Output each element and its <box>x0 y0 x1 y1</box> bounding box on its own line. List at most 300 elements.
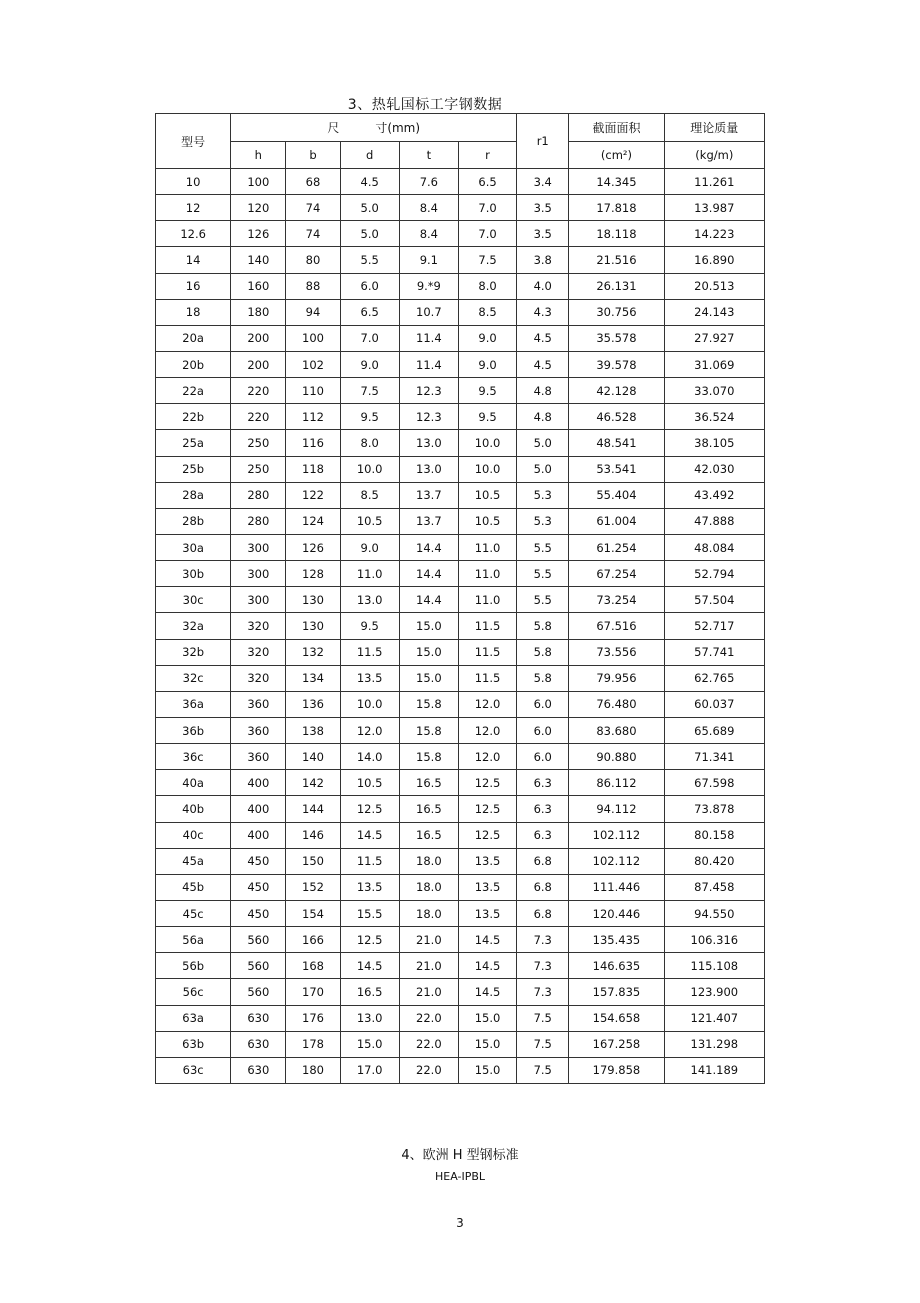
cell-d: 12.5 <box>340 796 399 822</box>
cell-b: 138 <box>286 717 340 743</box>
cell-r1: 6.0 <box>517 744 569 770</box>
cell-h: 360 <box>231 691 286 717</box>
cell-t: 15.8 <box>399 717 458 743</box>
cell-r1: 3.8 <box>517 247 569 273</box>
cell-r: 7.0 <box>458 195 516 221</box>
cell-mass: 33.070 <box>664 378 764 404</box>
cell-h: 400 <box>231 796 286 822</box>
cell-b: 146 <box>286 822 340 848</box>
table-row <box>156 979 765 1005</box>
table-row <box>156 378 765 404</box>
cell-h: 400 <box>231 822 286 848</box>
table-header-row <box>156 114 765 142</box>
cell-t: 15.8 <box>399 691 458 717</box>
table-row <box>156 874 765 900</box>
cell-d: 13.5 <box>340 665 399 691</box>
cell-r: 9.5 <box>458 378 516 404</box>
table-row <box>156 273 765 299</box>
cell-t: 15.0 <box>399 665 458 691</box>
table-row <box>156 508 765 534</box>
cell-r: 9.5 <box>458 404 516 430</box>
table-row <box>156 848 765 874</box>
cell-t: 16.5 <box>399 822 458 848</box>
cell-r: 15.0 <box>458 1057 516 1083</box>
cell-r: 9.0 <box>458 351 516 377</box>
table-row <box>156 665 765 691</box>
cell-model: 63c <box>156 1057 231 1083</box>
cell-h: 360 <box>231 717 286 743</box>
cell-r: 12.5 <box>458 822 516 848</box>
cell-r: 11.0 <box>458 534 516 560</box>
cell-b: 150 <box>286 848 340 874</box>
table-subheader-row <box>156 142 765 169</box>
cell-t: 13.0 <box>399 456 458 482</box>
cell-mass: 67.598 <box>664 770 764 796</box>
cell-b: 142 <box>286 770 340 796</box>
header-mass-unit: (kg/m) <box>664 142 764 169</box>
cell-b: 102 <box>286 351 340 377</box>
cell-mass: 115.108 <box>664 953 764 979</box>
cell-mass: 94.550 <box>664 900 764 926</box>
cell-h: 280 <box>231 482 286 508</box>
cell-r: 11.5 <box>458 613 516 639</box>
table-row <box>156 456 765 482</box>
table-body <box>156 169 765 1084</box>
cell-model: 30a <box>156 534 231 560</box>
cell-r: 8.0 <box>458 273 516 299</box>
cell-b: 176 <box>286 1005 340 1031</box>
cell-r: 11.0 <box>458 561 516 587</box>
table-row <box>156 169 765 195</box>
cell-r: 6.5 <box>458 169 516 195</box>
cell-t: 14.4 <box>399 561 458 587</box>
cell-mass: 71.341 <box>664 744 764 770</box>
cell-b: 154 <box>286 900 340 926</box>
cell-model: 28a <box>156 482 231 508</box>
cell-d: 11.5 <box>340 848 399 874</box>
cell-area: 120.446 <box>569 900 664 926</box>
cell-t: 10.7 <box>399 299 458 325</box>
cell-area: 86.112 <box>569 770 664 796</box>
cell-mass: 13.987 <box>664 195 764 221</box>
cell-d: 6.5 <box>340 299 399 325</box>
cell-h: 200 <box>231 351 286 377</box>
cell-area: 90.880 <box>569 744 664 770</box>
header-dimension: 尺 寸(mm) <box>231 114 517 142</box>
cell-r: 14.5 <box>458 927 516 953</box>
cell-model: 25b <box>156 456 231 482</box>
cell-h: 250 <box>231 430 286 456</box>
cell-mass: 48.084 <box>664 534 764 560</box>
table-row <box>156 927 765 953</box>
cell-r1: 4.8 <box>517 378 569 404</box>
cell-t: 15.8 <box>399 744 458 770</box>
cell-h: 300 <box>231 587 286 613</box>
cell-mass: 38.105 <box>664 430 764 456</box>
cell-model: 56b <box>156 953 231 979</box>
cell-d: 10.0 <box>340 456 399 482</box>
cell-h: 160 <box>231 273 286 299</box>
cell-model: 36b <box>156 717 231 743</box>
cell-area: 30.756 <box>569 299 664 325</box>
cell-model: 36a <box>156 691 231 717</box>
cell-d: 6.0 <box>340 273 399 299</box>
cell-d: 14.5 <box>340 953 399 979</box>
cell-model: 32b <box>156 639 231 665</box>
cell-b: 132 <box>286 639 340 665</box>
cell-mass: 141.189 <box>664 1057 764 1083</box>
cell-model: 36c <box>156 744 231 770</box>
table-row <box>156 822 765 848</box>
table-row <box>156 587 765 613</box>
cell-t: 21.0 <box>399 953 458 979</box>
table-row <box>156 482 765 508</box>
cell-h: 560 <box>231 979 286 1005</box>
cell-r1: 5.3 <box>517 508 569 534</box>
cell-b: 166 <box>286 927 340 953</box>
cell-r: 12.0 <box>458 691 516 717</box>
cell-r: 13.5 <box>458 848 516 874</box>
table-row <box>156 299 765 325</box>
header-b: b <box>286 142 340 169</box>
cell-area: 46.528 <box>569 404 664 430</box>
cell-model: 12 <box>156 195 231 221</box>
cell-r1: 7.3 <box>517 953 569 979</box>
cell-h: 560 <box>231 927 286 953</box>
cell-area: 94.112 <box>569 796 664 822</box>
cell-r: 14.5 <box>458 953 516 979</box>
cell-t: 15.0 <box>399 639 458 665</box>
cell-h: 180 <box>231 299 286 325</box>
cell-r1: 5.8 <box>517 613 569 639</box>
table-row <box>156 1005 765 1031</box>
cell-d: 9.5 <box>340 613 399 639</box>
cell-mass: 20.513 <box>664 273 764 299</box>
table-row <box>156 404 765 430</box>
cell-r: 12.0 <box>458 744 516 770</box>
cell-h: 450 <box>231 848 286 874</box>
cell-model: 12.6 <box>156 221 231 247</box>
cell-area: 67.254 <box>569 561 664 587</box>
cell-b: 100 <box>286 325 340 351</box>
cell-r: 7.5 <box>458 247 516 273</box>
cell-d: 15.5 <box>340 900 399 926</box>
cell-t: 21.0 <box>399 979 458 1005</box>
cell-h: 320 <box>231 613 286 639</box>
cell-area: 102.112 <box>569 848 664 874</box>
cell-mass: 80.420 <box>664 848 764 874</box>
table-row <box>156 770 765 796</box>
cell-d: 16.5 <box>340 979 399 1005</box>
cell-d: 9.0 <box>340 534 399 560</box>
cell-r1: 6.0 <box>517 717 569 743</box>
cell-r1: 5.0 <box>517 456 569 482</box>
cell-d: 17.0 <box>340 1057 399 1083</box>
cell-h: 450 <box>231 874 286 900</box>
cell-r: 12.5 <box>458 796 516 822</box>
cell-mass: 42.030 <box>664 456 764 482</box>
cell-model: 56a <box>156 927 231 953</box>
cell-r: 12.0 <box>458 717 516 743</box>
cell-area: 42.128 <box>569 378 664 404</box>
cell-t: 9.*9 <box>399 273 458 299</box>
cell-b: 152 <box>286 874 340 900</box>
cell-b: 88 <box>286 273 340 299</box>
cell-d: 11.5 <box>340 639 399 665</box>
cell-area: 53.541 <box>569 456 664 482</box>
cell-r1: 4.3 <box>517 299 569 325</box>
cell-b: 170 <box>286 979 340 1005</box>
cell-b: 74 <box>286 195 340 221</box>
cell-b: 140 <box>286 744 340 770</box>
cell-area: 146.635 <box>569 953 664 979</box>
table-row <box>156 195 765 221</box>
cell-mass: 52.717 <box>664 613 764 639</box>
cell-model: 40b <box>156 796 231 822</box>
cell-b: 124 <box>286 508 340 534</box>
cell-area: 18.118 <box>569 221 664 247</box>
cell-b: 134 <box>286 665 340 691</box>
cell-model: 40a <box>156 770 231 796</box>
cell-model: 20b <box>156 351 231 377</box>
cell-t: 18.0 <box>399 900 458 926</box>
table-row <box>156 325 765 351</box>
cell-r1: 7.3 <box>517 979 569 1005</box>
cell-area: 35.578 <box>569 325 664 351</box>
cell-mass: 24.143 <box>664 299 764 325</box>
cell-model: 25a <box>156 430 231 456</box>
cell-area: 83.680 <box>569 717 664 743</box>
cell-r: 7.0 <box>458 221 516 247</box>
cell-d: 13.0 <box>340 587 399 613</box>
table-row <box>156 247 765 273</box>
cell-mass: 87.458 <box>664 874 764 900</box>
cell-t: 18.0 <box>399 874 458 900</box>
cell-d: 14.0 <box>340 744 399 770</box>
cell-mass: 36.524 <box>664 404 764 430</box>
cell-t: 18.0 <box>399 848 458 874</box>
cell-d: 12.0 <box>340 717 399 743</box>
cell-mass: 60.037 <box>664 691 764 717</box>
cell-r1: 5.5 <box>517 587 569 613</box>
table-row <box>156 900 765 926</box>
cell-h: 300 <box>231 561 286 587</box>
cell-h: 280 <box>231 508 286 534</box>
cell-model: 14 <box>156 247 231 273</box>
cell-h: 120 <box>231 195 286 221</box>
cell-area: 55.404 <box>569 482 664 508</box>
header-area-unit: (cm²) <box>569 142 664 169</box>
cell-t: 22.0 <box>399 1005 458 1031</box>
cell-h: 320 <box>231 639 286 665</box>
cell-r1: 3.5 <box>517 195 569 221</box>
table-row <box>156 534 765 560</box>
cell-h: 200 <box>231 325 286 351</box>
cell-mass: 47.888 <box>664 508 764 534</box>
cell-d: 15.0 <box>340 1031 399 1057</box>
cell-d: 9.0 <box>340 351 399 377</box>
cell-model: 45b <box>156 874 231 900</box>
cell-r1: 5.5 <box>517 534 569 560</box>
cell-r: 15.0 <box>458 1005 516 1031</box>
cell-area: 76.480 <box>569 691 664 717</box>
cell-mass: 73.878 <box>664 796 764 822</box>
cell-r: 9.0 <box>458 325 516 351</box>
cell-area: 67.516 <box>569 613 664 639</box>
cell-r1: 5.3 <box>517 482 569 508</box>
cell-mass: 131.298 <box>664 1031 764 1057</box>
cell-mass: 62.765 <box>664 665 764 691</box>
cell-d: 5.5 <box>340 247 399 273</box>
cell-h: 220 <box>231 404 286 430</box>
cell-d: 8.5 <box>340 482 399 508</box>
cell-area: 39.578 <box>569 351 664 377</box>
i-beam-data-table <box>155 113 765 1084</box>
cell-r1: 6.0 <box>517 691 569 717</box>
cell-area: 154.658 <box>569 1005 664 1031</box>
cell-d: 13.5 <box>340 874 399 900</box>
cell-d: 7.0 <box>340 325 399 351</box>
cell-area: 135.435 <box>569 927 664 953</box>
cell-b: 110 <box>286 378 340 404</box>
cell-r1: 6.3 <box>517 796 569 822</box>
cell-model: 16 <box>156 273 231 299</box>
cell-model: 45a <box>156 848 231 874</box>
cell-h: 360 <box>231 744 286 770</box>
cell-mass: 80.158 <box>664 822 764 848</box>
cell-b: 130 <box>286 613 340 639</box>
table-row <box>156 221 765 247</box>
cell-t: 11.4 <box>399 325 458 351</box>
cell-b: 136 <box>286 691 340 717</box>
header-model: 型号 <box>156 114 231 169</box>
cell-b: 122 <box>286 482 340 508</box>
cell-r: 13.5 <box>458 874 516 900</box>
cell-model: 20a <box>156 325 231 351</box>
cell-d: 13.0 <box>340 1005 399 1031</box>
cell-r1: 7.3 <box>517 927 569 953</box>
cell-r: 15.0 <box>458 1031 516 1057</box>
cell-model: 28b <box>156 508 231 534</box>
cell-r: 8.5 <box>458 299 516 325</box>
cell-t: 14.4 <box>399 534 458 560</box>
cell-r: 14.5 <box>458 979 516 1005</box>
cell-t: 15.0 <box>399 613 458 639</box>
table-row <box>156 430 765 456</box>
cell-t: 13.7 <box>399 482 458 508</box>
cell-h: 630 <box>231 1057 286 1083</box>
cell-b: 74 <box>286 221 340 247</box>
cell-b: 80 <box>286 247 340 273</box>
header-t: t <box>399 142 458 169</box>
cell-r1: 3.4 <box>517 169 569 195</box>
cell-r1: 5.8 <box>517 665 569 691</box>
table-row <box>156 351 765 377</box>
cell-h: 560 <box>231 953 286 979</box>
cell-area: 48.541 <box>569 430 664 456</box>
cell-r1: 6.3 <box>517 770 569 796</box>
cell-mass: 52.794 <box>664 561 764 587</box>
table-row <box>156 717 765 743</box>
cell-area: 61.004 <box>569 508 664 534</box>
cell-d: 11.0 <box>340 561 399 587</box>
cell-h: 320 <box>231 665 286 691</box>
cell-h: 630 <box>231 1031 286 1057</box>
cell-h: 400 <box>231 770 286 796</box>
cell-mass: 57.504 <box>664 587 764 613</box>
cell-mass: 65.689 <box>664 717 764 743</box>
cell-r: 11.5 <box>458 665 516 691</box>
cell-t: 12.3 <box>399 378 458 404</box>
cell-mass: 123.900 <box>664 979 764 1005</box>
cell-r: 13.5 <box>458 900 516 926</box>
cell-t: 13.7 <box>399 508 458 534</box>
cell-mass: 27.927 <box>664 325 764 351</box>
cell-model: 63b <box>156 1031 231 1057</box>
cell-t: 8.4 <box>399 195 458 221</box>
cell-d: 9.5 <box>340 404 399 430</box>
table-row <box>156 744 765 770</box>
section-4-title: 4、欧洲 H 型钢标准 <box>401 1148 519 1163</box>
header-h: h <box>231 142 286 169</box>
cell-area: 73.556 <box>569 639 664 665</box>
cell-area: 26.131 <box>569 273 664 299</box>
cell-t: 7.6 <box>399 169 458 195</box>
cell-h: 140 <box>231 247 286 273</box>
cell-h: 450 <box>231 900 286 926</box>
cell-d: 4.5 <box>340 169 399 195</box>
cell-r: 11.5 <box>458 639 516 665</box>
cell-mass: 43.492 <box>664 482 764 508</box>
cell-t: 21.0 <box>399 927 458 953</box>
cell-r1: 5.0 <box>517 430 569 456</box>
cell-r1: 5.5 <box>517 561 569 587</box>
cell-area: 102.112 <box>569 822 664 848</box>
cell-b: 126 <box>286 534 340 560</box>
table-row <box>156 953 765 979</box>
table-row <box>156 691 765 717</box>
cell-r: 10.0 <box>458 430 516 456</box>
cell-r: 12.5 <box>458 770 516 796</box>
cell-b: 118 <box>286 456 340 482</box>
cell-b: 68 <box>286 169 340 195</box>
header-r1: r1 <box>517 114 569 169</box>
cell-d: 7.5 <box>340 378 399 404</box>
cell-d: 10.0 <box>340 691 399 717</box>
cell-model: 32c <box>156 665 231 691</box>
cell-t: 22.0 <box>399 1057 458 1083</box>
cell-model: 10 <box>156 169 231 195</box>
table-row <box>156 1031 765 1057</box>
cell-b: 116 <box>286 430 340 456</box>
cell-mass: 14.223 <box>664 221 764 247</box>
cell-h: 630 <box>231 1005 286 1031</box>
cell-t: 16.5 <box>399 796 458 822</box>
cell-area: 61.254 <box>569 534 664 560</box>
table-title: 3、热轧国标工字钢数据 <box>347 97 503 113</box>
cell-h: 250 <box>231 456 286 482</box>
cell-t: 22.0 <box>399 1031 458 1057</box>
cell-area: 157.835 <box>569 979 664 1005</box>
cell-r1: 6.3 <box>517 822 569 848</box>
cell-d: 12.5 <box>340 927 399 953</box>
cell-model: 22b <box>156 404 231 430</box>
cell-mass: 31.069 <box>664 351 764 377</box>
cell-r1: 6.8 <box>517 874 569 900</box>
cell-r: 10.0 <box>458 456 516 482</box>
cell-mass: 57.741 <box>664 639 764 665</box>
cell-area: 14.345 <box>569 169 664 195</box>
